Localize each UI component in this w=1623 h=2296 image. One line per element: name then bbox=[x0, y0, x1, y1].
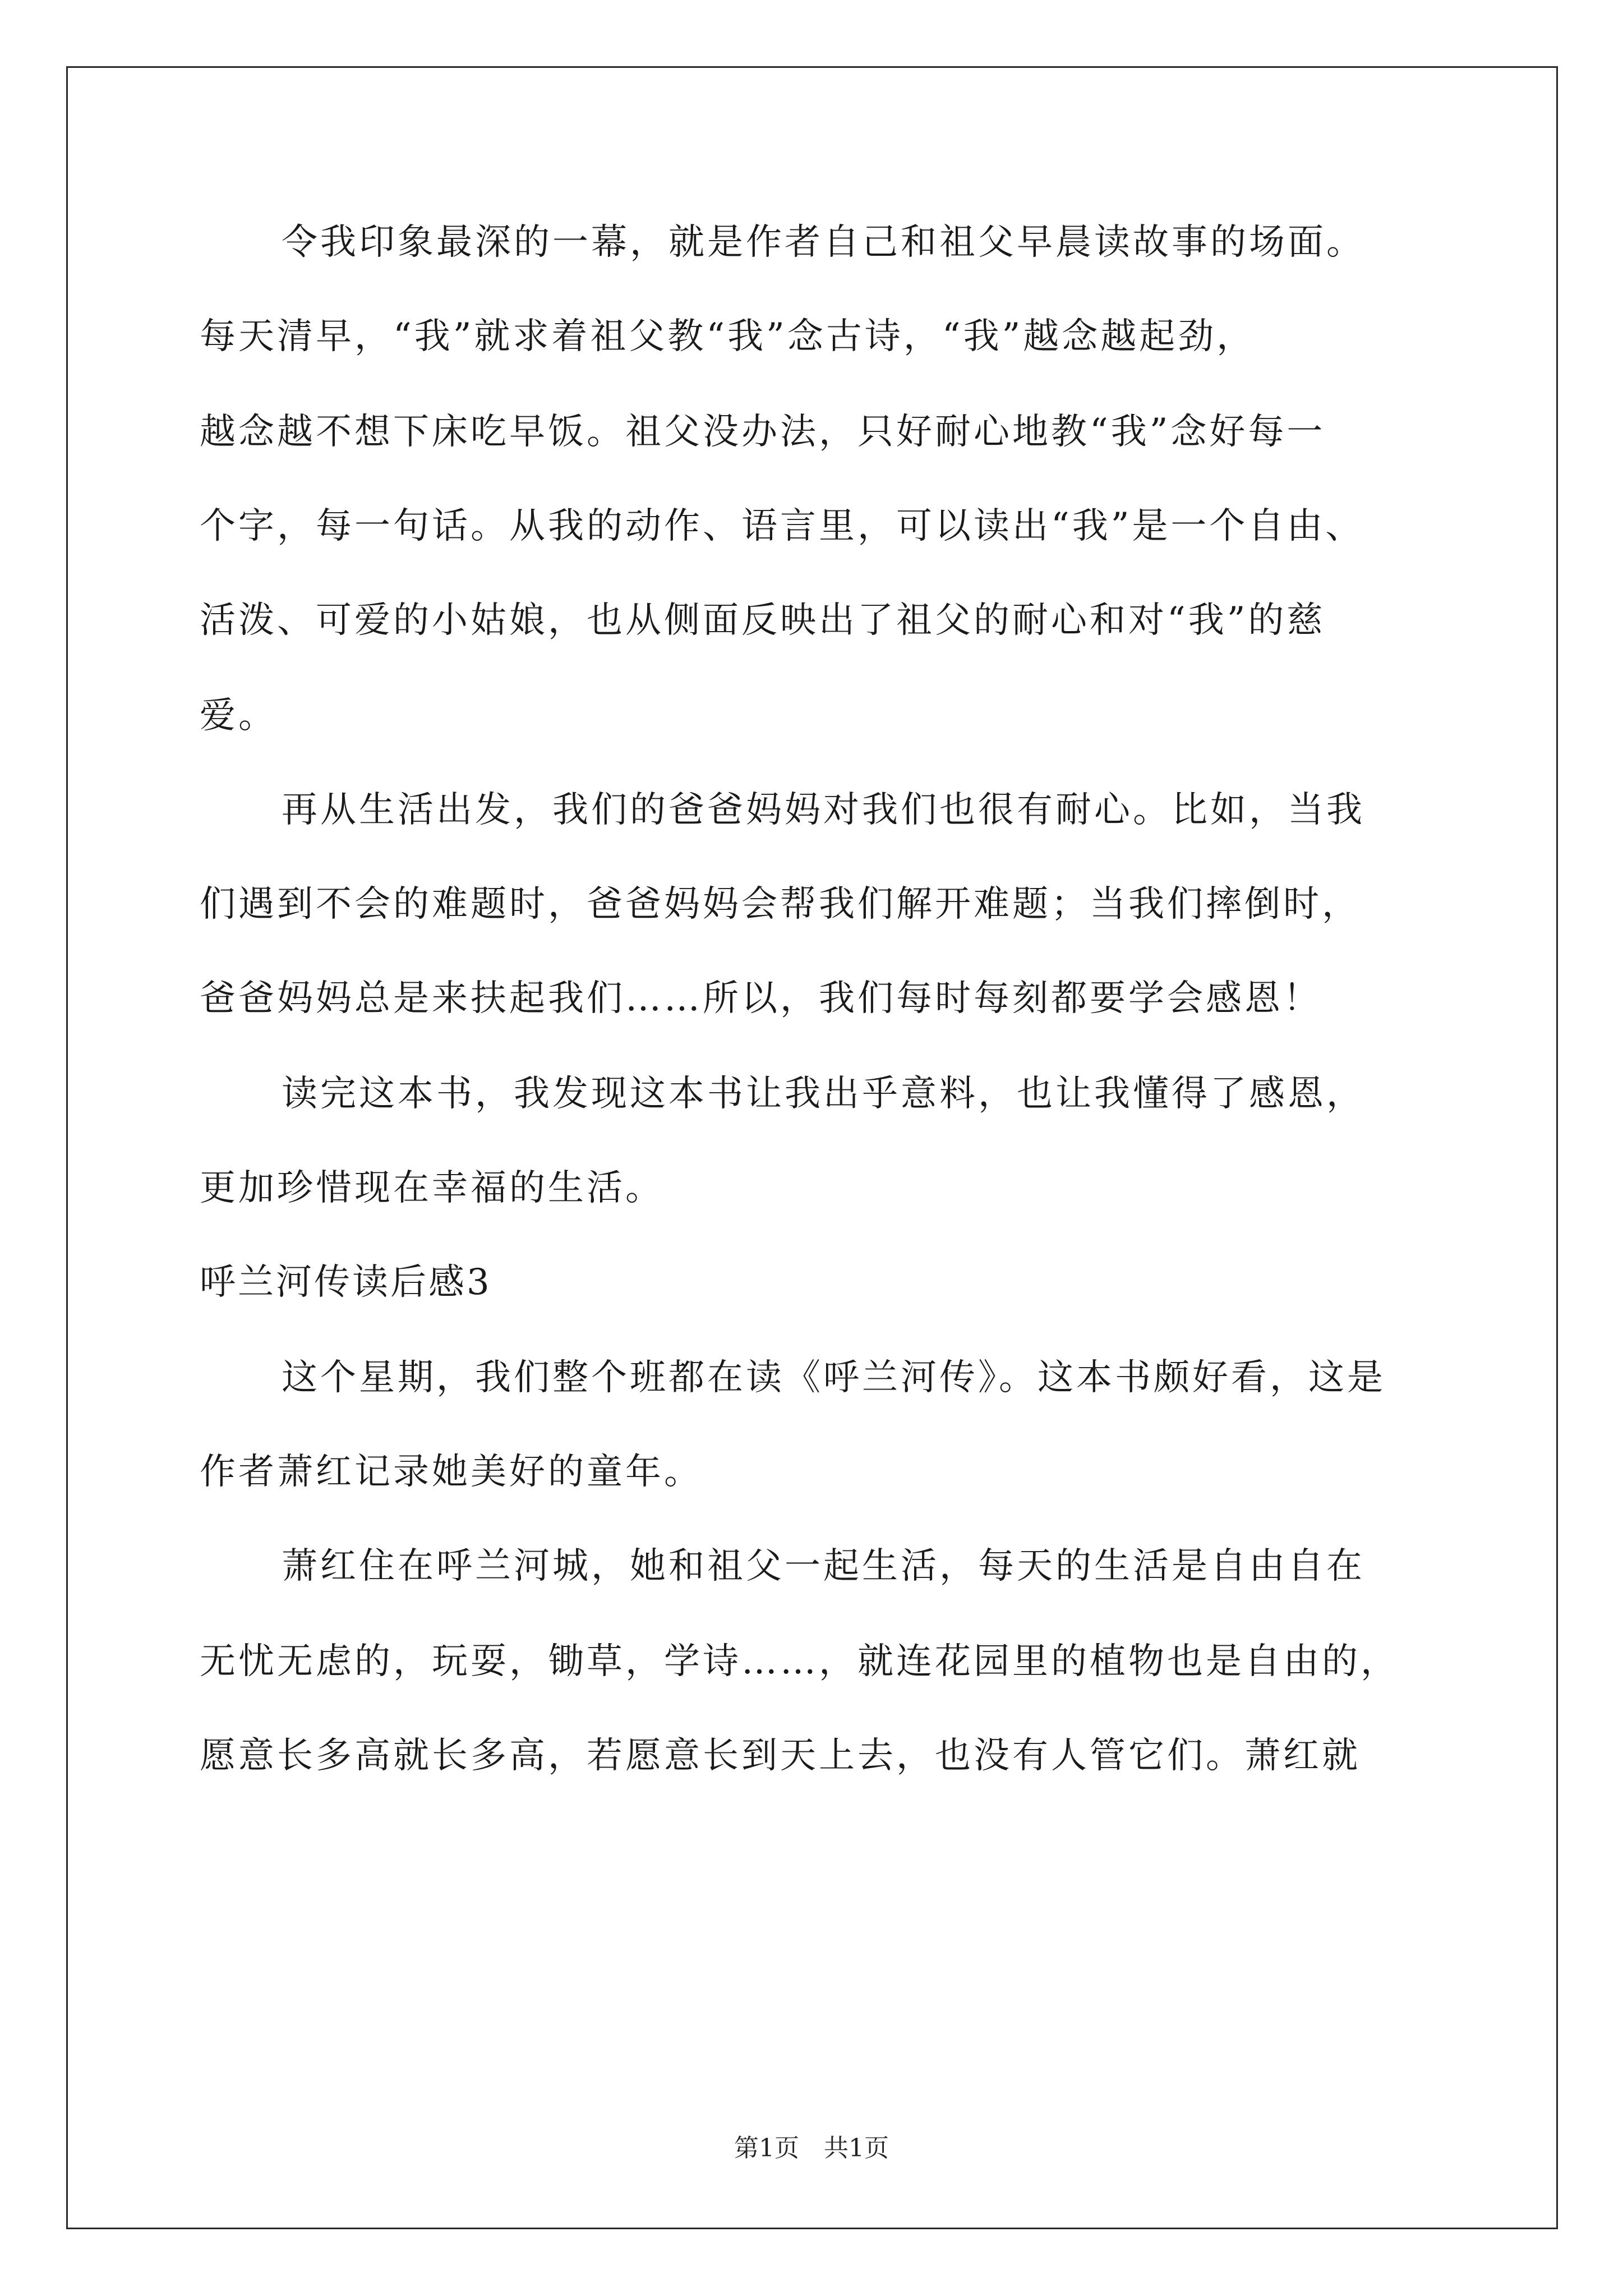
paragraph-line: 读完这本书，我发现这本书让我出乎意料，也让我懂得了感恩， bbox=[282, 1073, 1365, 1115]
paragraph-line: 再从生活出发，我们的爸爸妈妈对我们也很有耐心。比如，当我 bbox=[282, 789, 1365, 831]
page-border bbox=[66, 66, 1558, 2229]
paragraph-line: 令我印象最深的一幕，就是作者自己和祖父早晨读故事的场面。 bbox=[282, 222, 1365, 263]
paragraph-line: 愿意长多高就长多高，若愿意长到天上去，也没有人管它们。萧红就 bbox=[200, 1735, 1361, 1777]
paragraph-line: 无忧无虑的，玩耍，锄草，学诗……，就连花园里的植物也是自由的， bbox=[200, 1641, 1399, 1682]
paragraph-line: 们遇到不会的难题时，爸爸妈妈会帮我们解开难题；当我们摔倒时， bbox=[200, 884, 1361, 925]
paragraph-line: 作者萧红记录她美好的童年。 bbox=[200, 1451, 703, 1493]
paragraph-line: 这个星期，我们整个班都在读《呼兰河传》。这本书颇好看，这是 bbox=[282, 1357, 1386, 1398]
paragraph-line: 爱。 bbox=[200, 695, 277, 737]
paragraph-line: 个字，每一句话。从我的动作、语言里，可以读出“我”是一个自由、 bbox=[200, 505, 1364, 547]
paragraph-line: 活泼、可爱的小姑娘，也从侧面反映出了祖父的耐心和对“我”的慈 bbox=[200, 600, 1326, 641]
paragraph-line: 萧红住在呼兰河城，她和祖父一起生活，每天的生活是自由自在 bbox=[282, 1545, 1365, 1587]
section-heading: 呼兰河传读后感3 bbox=[200, 1262, 492, 1303]
paragraph-line: 爸爸妈妈总是来扶起我们……所以，我们每时每刻都要学会感恩！ bbox=[200, 978, 1322, 1019]
page-footer: 第1页 共1页 bbox=[734, 2134, 889, 2162]
paragraph-line: 更加珍惜现在幸福的生活。 bbox=[200, 1167, 664, 1209]
paragraph-line: 越念越不想下床吃早饭。祖父没办法，只好耐心地教“我”念好每一 bbox=[200, 411, 1326, 453]
paragraph-line: 每天清早，“我”就求着祖父教“我”念古诗，“我”越念越起劲， bbox=[200, 316, 1256, 357]
